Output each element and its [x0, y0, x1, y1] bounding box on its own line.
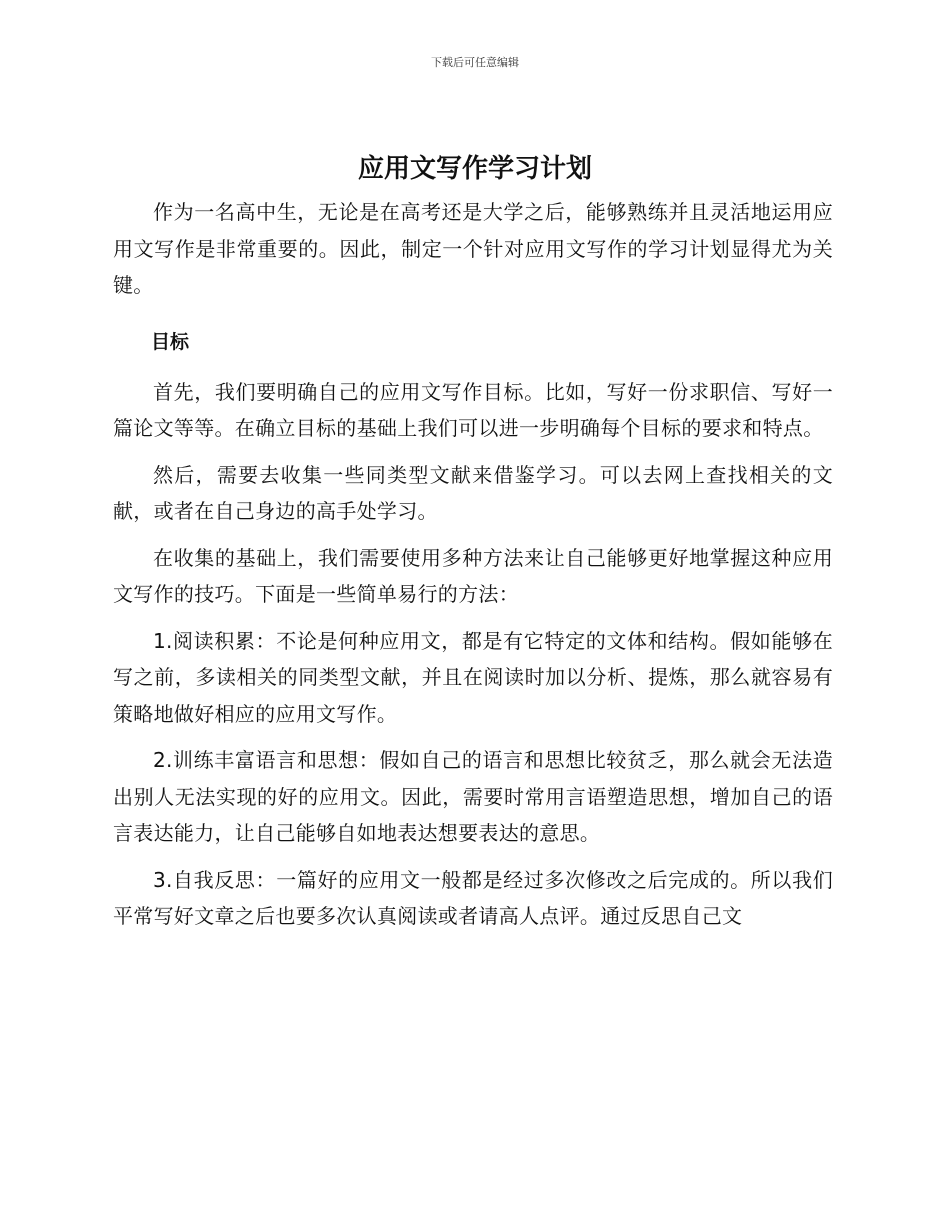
- section-heading-goal: 目标: [151, 330, 190, 353]
- body-paragraph: 然后，需要去收集一些同类型文献来借鉴学习。可以去网上查找相关的文献，或者在自己身边的高手处学习。: [113, 462, 833, 523]
- list-item-self-reflection: 3.自我反思：一篇好的应用文一般都是经过多次修改之后完成的。所以我们平常写好文章之后也要多次认真阅读或者请高人点评。通过反思自己文: [113, 867, 833, 928]
- document-body: [113, 194, 833, 945]
- page-header-note: 下载后可任意编辑: [431, 56, 519, 69]
- body-paragraph: 首先，我们要明确自己的应用文写作目标。比如，写好一份求职信、写好一篇论文等等。在确立目标的基础上我们可以进一步明确每个目标的要求和特点。: [113, 379, 833, 440]
- list-item-reading: 1.阅读积累：不论是何种应用文，都是有它特定的文体和结构。假如能够在写之前，多读相关的同类型文献，并且在阅读时加以分析、提炼，那么就容易有策略地做好相应的应用文写作。: [113, 628, 833, 726]
- document-title: 应用文写作学习计划: [357, 154, 592, 184]
- intro-paragraph: 作为一名高中生，无论是在高考还是大学之后，能够熟练并且灵活地运用应用文写作是非常重要的。因此，制定一个针对应用文写作的学习计划显得尤为关键。: [113, 200, 833, 297]
- list-item-language-training: 2.训练丰富语言和思想：假如自己的语言和思想比较贫乏，那么就会无法造出别人无法实现的好的应用文。因此，需要时常用言语塑造思想，增加自己的语言表达能力，让自己能够自如地表达想要表达的意思。: [113, 748, 833, 845]
- body-paragraph: 在收集的基础上，我们需要使用多种方法来让自己能够更好地掌握这种应用文写作的技巧。下面是一些简单易行的方法：: [113, 545, 833, 606]
